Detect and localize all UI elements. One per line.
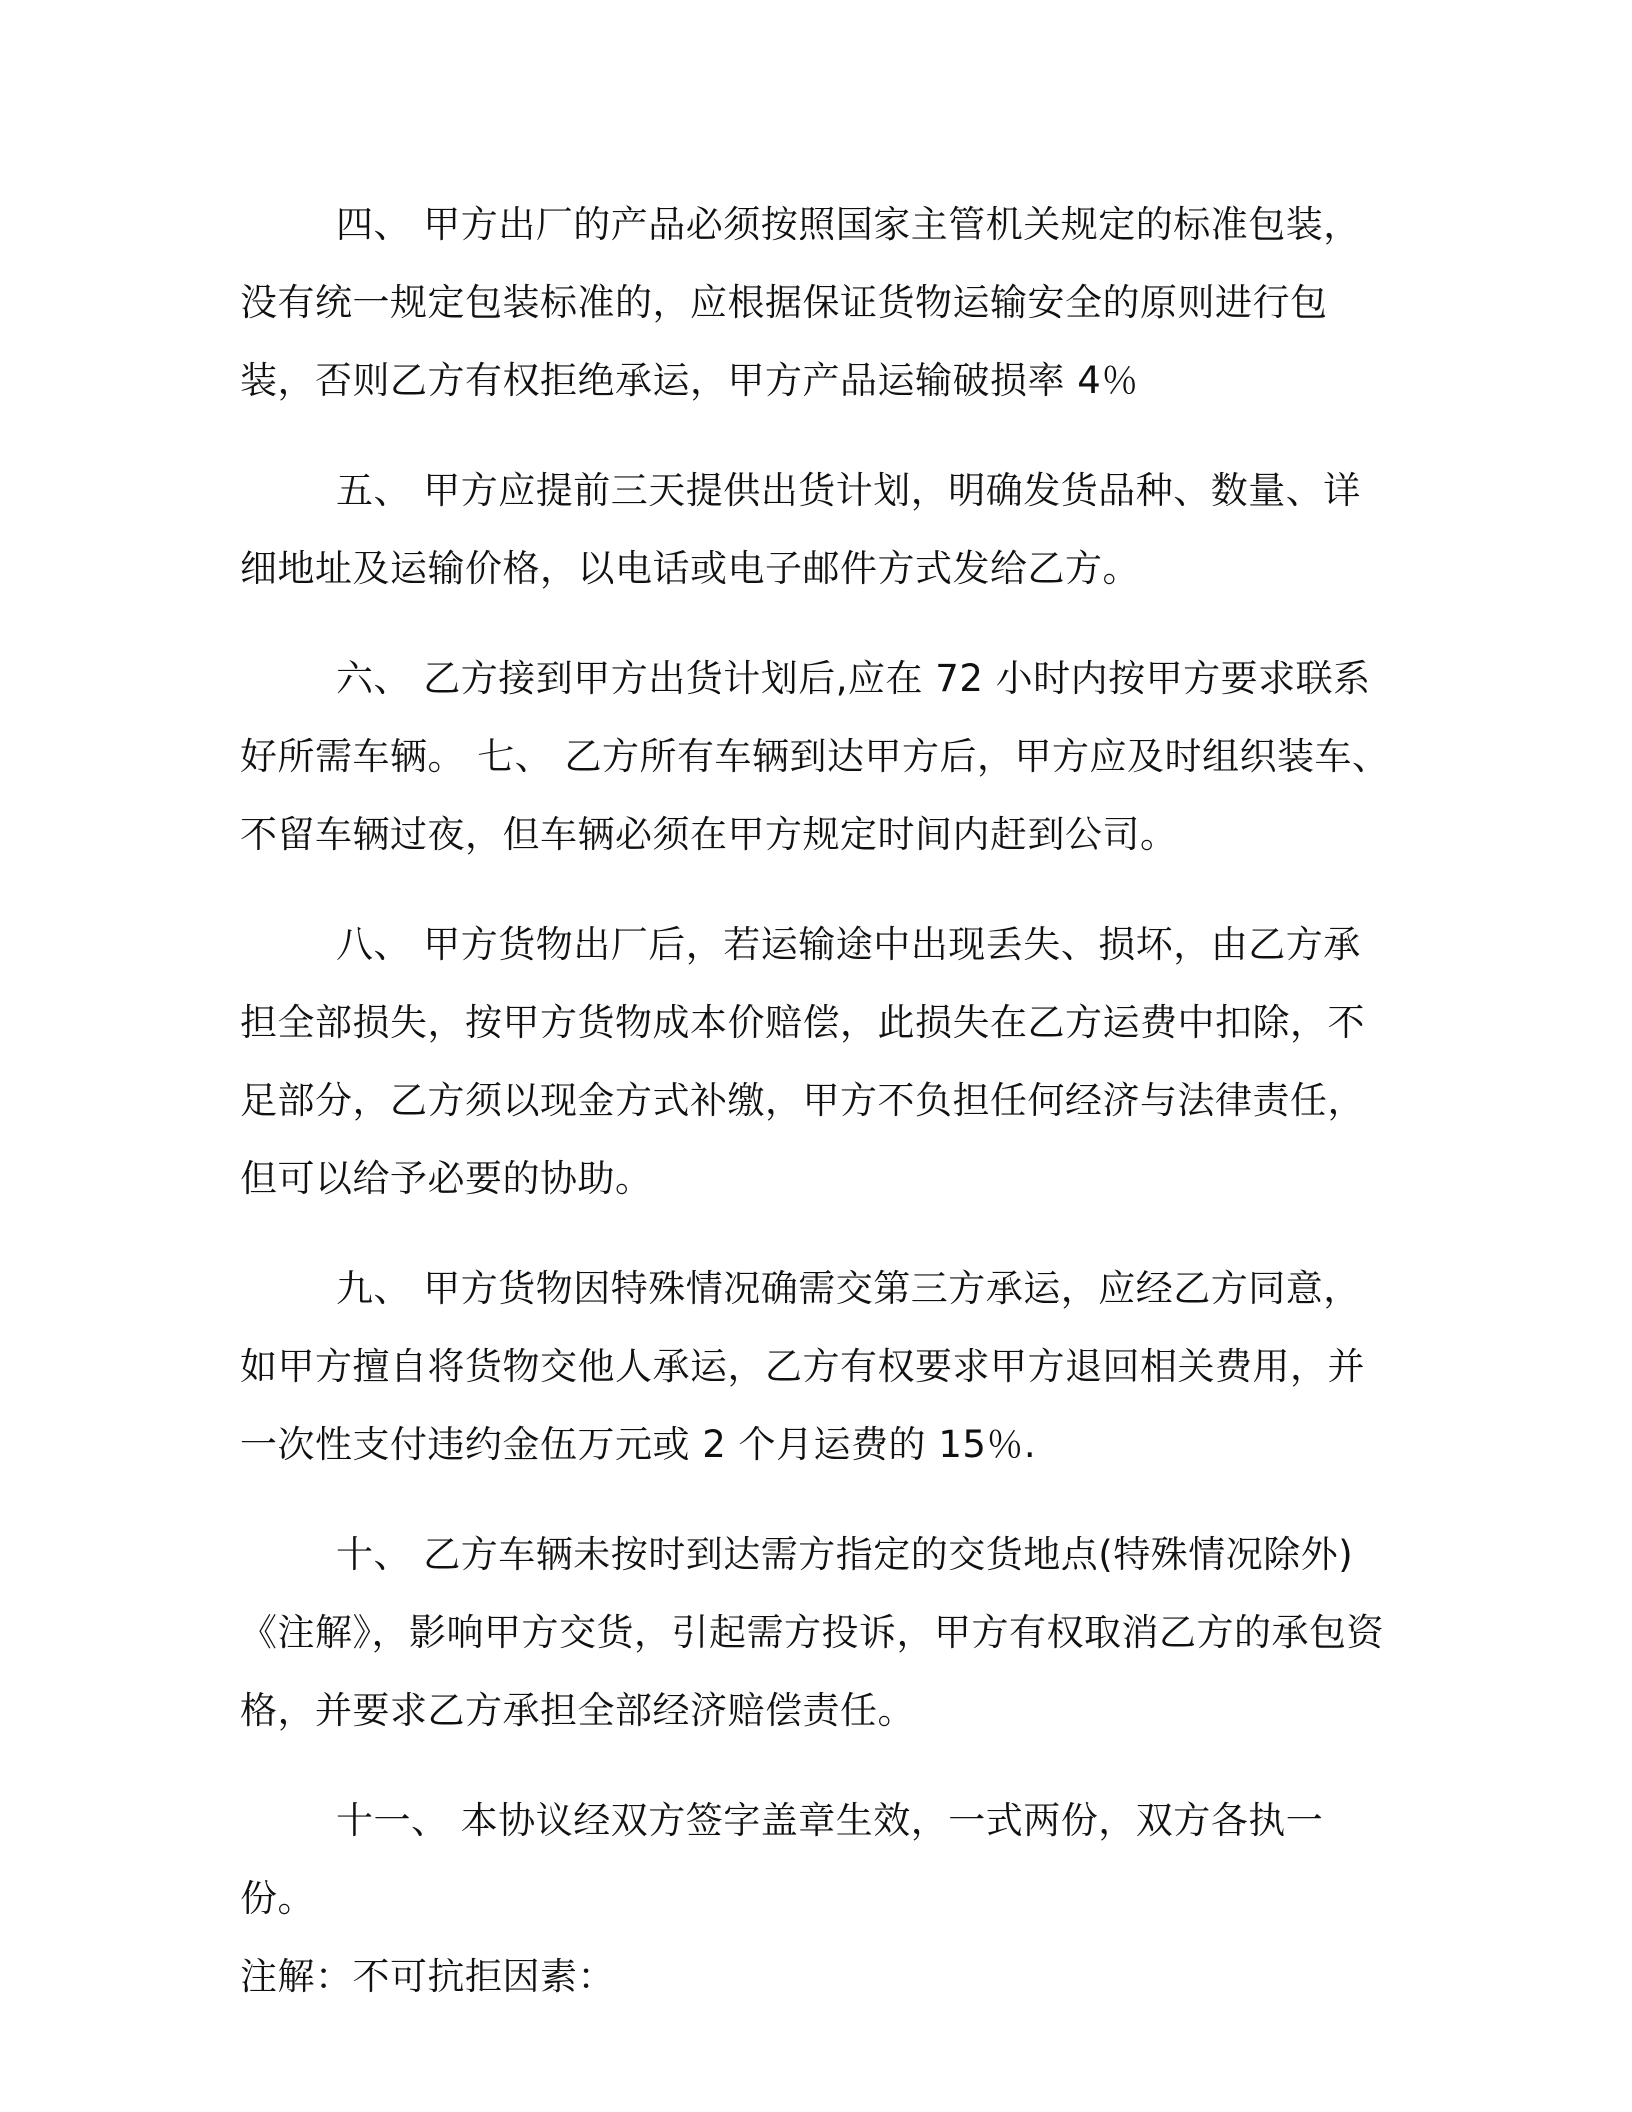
clause-4: 四、 甲方出厂的产品必须按照国家主管机关规定的标准包装，没有统一规定包装标准的，应根据保证货物运输安全的原则进行包装，否则乙方有权拒绝承运，甲方产品运输破损率 4％ xyxy=(240,203,1361,402)
clause-6-7: 六、 乙方接到甲方出货计划后,应在 72 小时内按甲方要求联系好所需车辆。 七、 乙方所有车辆到达甲方后，甲方应及时组织装车、不留车辆过夜，但车辆必须在甲方规定时间内赶到公司。 xyxy=(240,657,1390,856)
clause-5: 五、 甲方应提前三天提供出货计划，明确发货品种、数量、详细地址及运输价格，以电话或电子邮件方式发给乙方。 xyxy=(240,469,1361,590)
clause-9: 九、 甲方货物因特殊情况确需交第三方承运，应经乙方同意，如甲方擅自将货物交他人承运，乙方有权要求甲方退回相关费用，并一次性支付违约金伍万元或 2 个月运费的 15％. xyxy=(240,1267,1365,1466)
clause-10: 十、 乙方车辆未按时到达需方指定的交货地点(特殊情况除外)《注解》，影响甲方交货，引起需方投诉，甲方有权取消乙方的承包资格，并要求乙方承担全部经济赔偿责任。 xyxy=(240,1533,1384,1732)
clause-11: 十一、 本协议经双方签字盖章生效，一式两份，双方各执一份。 xyxy=(240,1799,1324,1920)
note-line: 注解：不可抗拒因素： xyxy=(240,1955,615,1998)
document-page xyxy=(240,186,1390,2016)
clause-8: 八、 甲方货物出厂后，若运输途中出现丢失、损坏，由乙方承担全部损失，按甲方货物成本价赔偿，此损失在乙方运费中扣除，不足部分，乙方须以现金方式补缴，甲方不负担任何经济与法律责任，但可以给予必要的协助。 xyxy=(240,923,1365,1200)
